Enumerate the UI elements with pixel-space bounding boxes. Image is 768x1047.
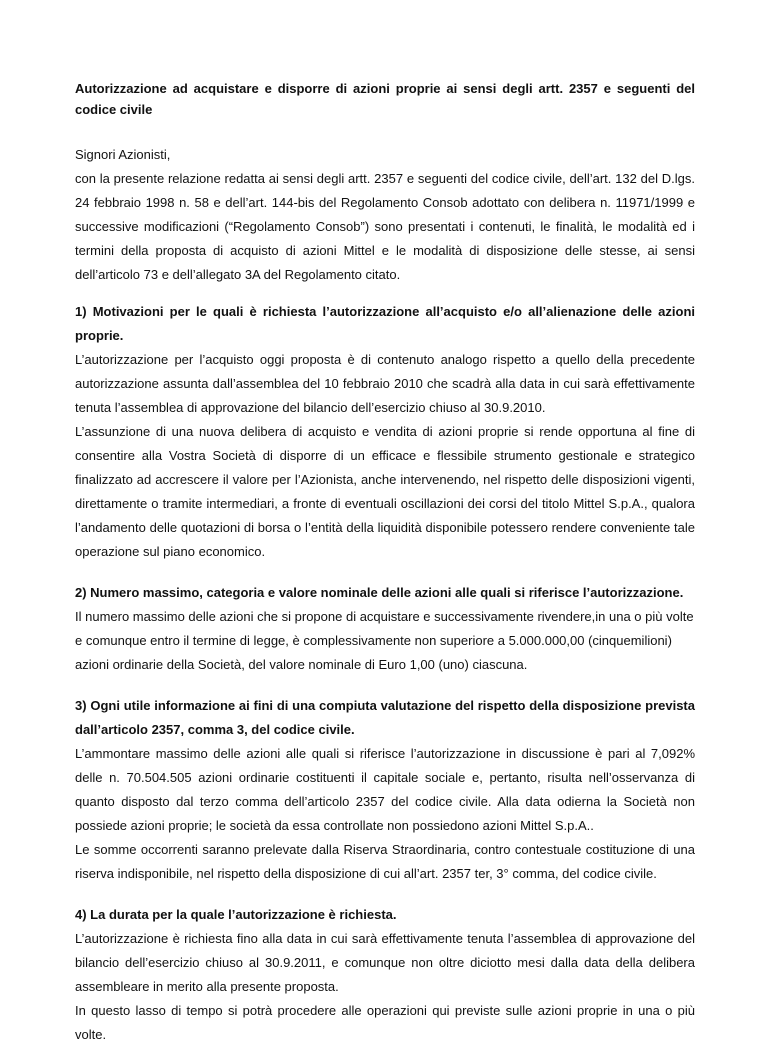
section-1 xyxy=(75,300,695,564)
document-page xyxy=(75,78,695,1047)
section-line: Il numero massimo delle azioni che si propone di acquistare e successivamente rivendere,in una o più volte xyxy=(75,609,694,624)
section-paragraph: L’autorizzazione per l’acquisto oggi proposta è di contenuto analogo rispetto a quello della precedente autorizzazione assunta dall’assemblea del 10 febbraio 2010 che scadrà alla data in cui sarà effettivamente tenuta l’assemblea di approvazione del bilancio dell’esercizio chiuso al 30.9.2010. xyxy=(75,352,695,415)
section-2 xyxy=(75,581,695,677)
salutation: Signori Azionisti, xyxy=(75,147,171,162)
section-4 xyxy=(75,903,695,1047)
section-paragraph: L’assunzione di una nuova delibera di acquisto e vendita di azioni proprie si rende opportuna al fine di consentire alla Vostra Società di disporre di un efficace e flessibile strumento gestionale e strategico finalizzato ad accrescere il valore per l’Azionista, anche intervenendo, nel rispetto delle disposizioni vigenti, direttamente o tramite intermediari, a fronte di eventuali oscillazioni dei corsi del titolo Mittel S.p.A., qualora l’andamento delle quotazioni di borsa o l’entità della liquidità disponibile potessero rendere conveniente tale operazione sul piano economico. xyxy=(75,424,695,559)
section-paragraph: L’autorizzazione è richiesta fino alla data in cui sarà effettivamente tenuta l’assemblea di approvazione del bilancio dell’esercizio chiuso al 30.9.2011, e comunque non oltre diciotto mesi dalla data della delibera assembleare in merito alla presente proposta. xyxy=(75,931,695,994)
section-3 xyxy=(75,694,695,886)
section-paragraph: In questo lasso di tempo si potrà procedere alle operazioni qui previste sulle azioni proprie in una o più volte. xyxy=(75,1003,695,1042)
section-line: e comunque entro il termine di legge, è complessivamente non superiore a 5.000.000,00 (cinquemilioni) xyxy=(75,633,672,648)
intro-paragraph: con la presente relazione redatta ai sensi degli artt. 2357 e seguenti del codice civile, dell’art. 132 del D.lgs. 24 febbraio 1998 n. 58 e dell’art. 144-bis del Regolamento Consob adottato con delibera n. 11971/1999 e successive modificazioni (“Regolamento Consob”) sono presentati i contenuti, le finalità, le modalità ed i termini della proposta di acquisto di azioni Mittel e le modalità di disposizione delle stesse, ai sensi dell’articolo 73 e dell’allegato 3A del Regolamento citato. xyxy=(75,171,695,282)
document-title: Autorizzazione ad acquistare e disporre di azioni proprie ai sensi degli artt. 2357 e seguenti del codice civile xyxy=(75,81,695,117)
section-paragraph: Le somme occorrenti saranno prelevate dalla Riserva Straordinaria, contro contestuale costituzione di una riserva indisponibile, nel rispetto della disposizione di cui all’art. 2357 ter, 3° comma, del codice civile. xyxy=(75,842,695,881)
section-heading: 3) Ogni utile informazione ai fini di una compiuta valutazione del rispetto della disposizione prevista dall’articolo 2357, comma 3, del codice civile. xyxy=(75,698,695,737)
section-heading: 2) Numero massimo, categoria e valore nominale delle azioni alle quali si riferisce l’autorizzazione. xyxy=(75,585,684,600)
section-heading: 1) Motivazioni per le quali è richiesta l’autorizzazione all’acquisto e/o all’alienazione delle azioni proprie. xyxy=(75,304,695,343)
section-line: azioni ordinarie della Società, del valore nominale di Euro 1,00 (uno) ciascuna. xyxy=(75,657,528,672)
section-heading: 4) La durata per la quale l’autorizzazione è richiesta. xyxy=(75,907,397,922)
section-paragraph: L’ammontare massimo delle azioni alle quali si riferisce l’autorizzazione in discussione è pari al 7,092% delle n. 70.504.505 azioni ordinarie costituenti il capitale sociale e, pertanto, risulta nell’osservanza di quanto disposto dal terzo comma dell’articolo 2357 del codice civile. Alla data odierna la Società non possiede azioni proprie; le società da essa controllate non possiedono azioni Mittel S.p.A.. xyxy=(75,746,695,833)
